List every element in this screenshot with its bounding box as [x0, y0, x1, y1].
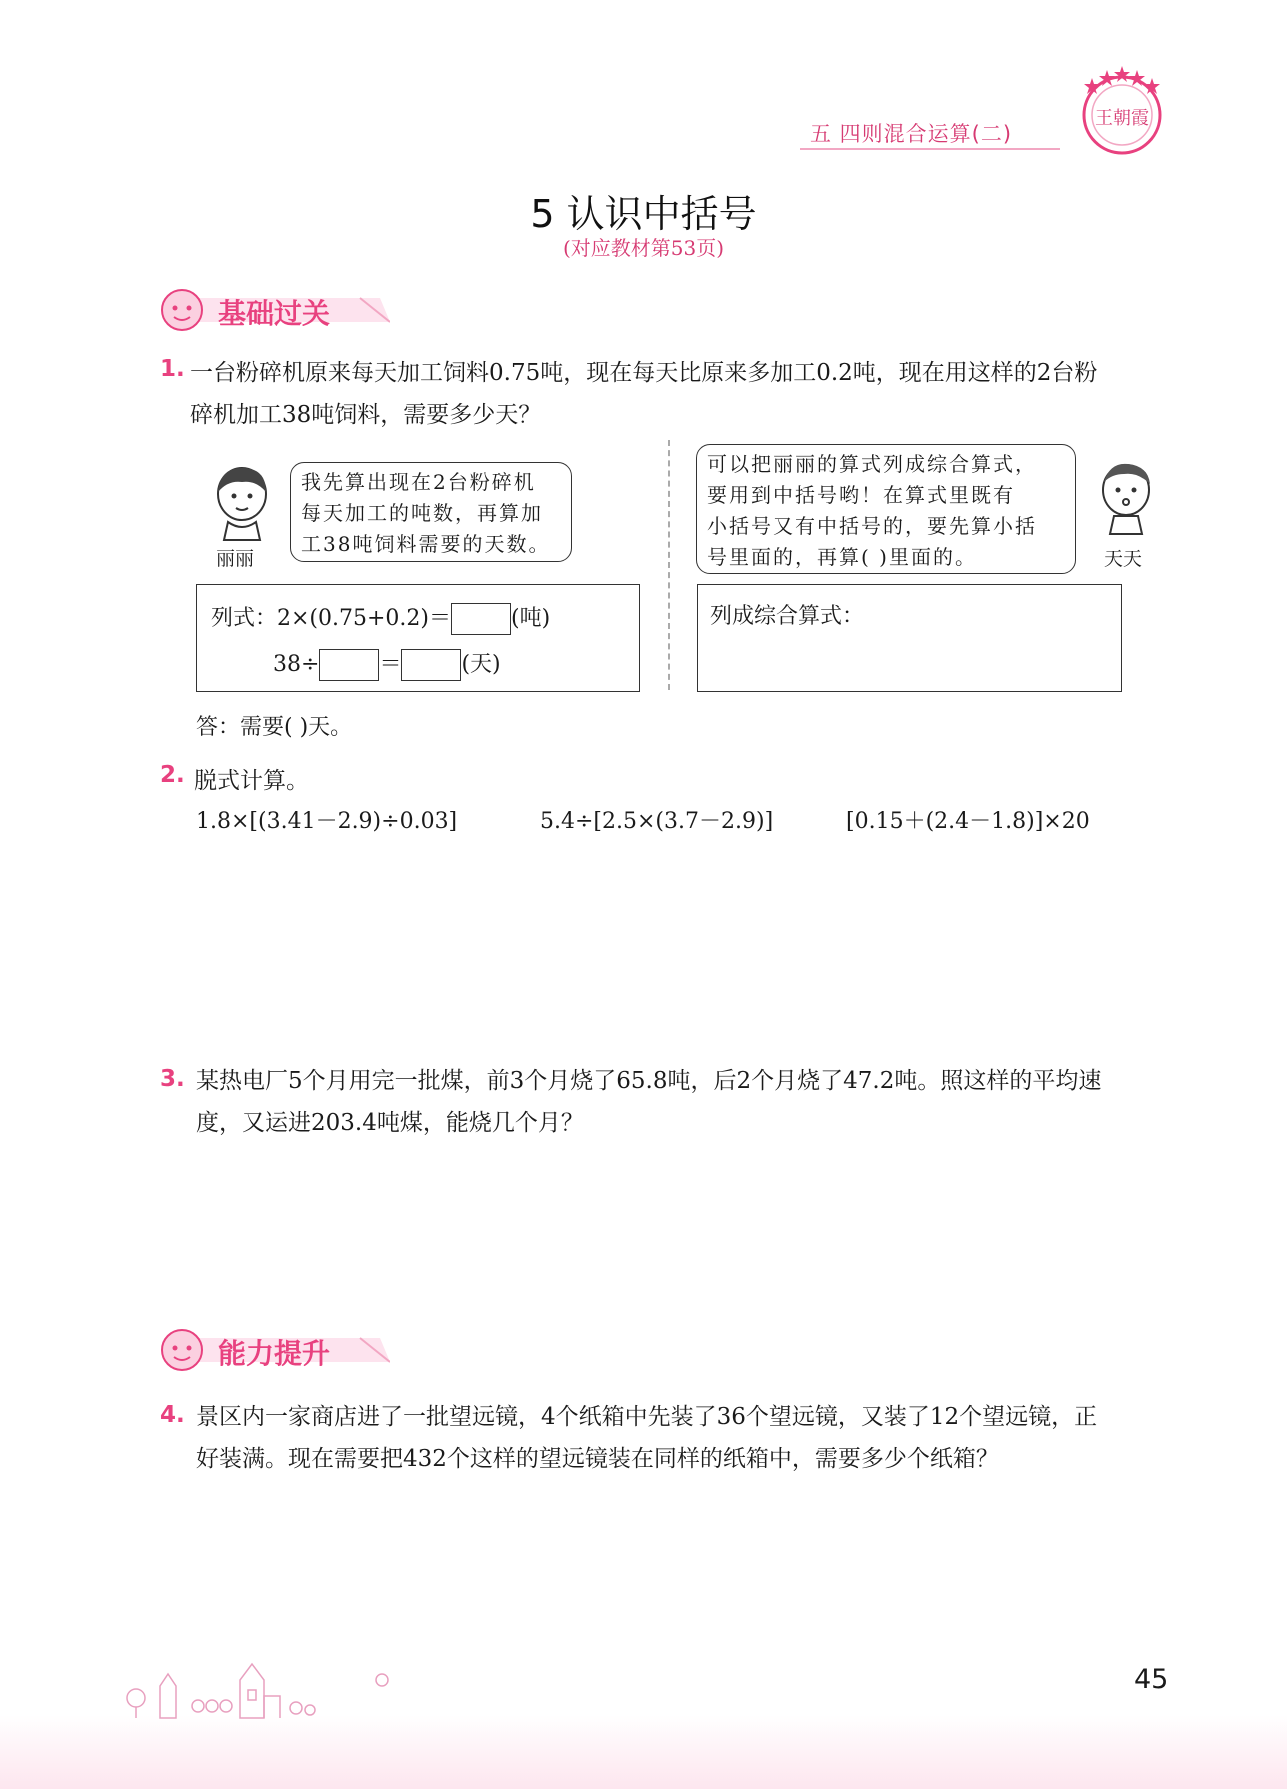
q2-expression-1: 1.8×[(3.41－2.9)÷0.03] [196, 809, 458, 834]
lili-bubble-line: 工38吨饲料需要的天数。 [301, 532, 551, 556]
tiantian-bubble-line: 要用到中括号哟！在算式里既有 [707, 483, 1015, 507]
q3-text [196, 1060, 1196, 1144]
cartoon-face-icon [160, 288, 204, 332]
logo-text: 王朝霞 [1095, 108, 1149, 129]
q4-line-1: 景区内一家商店进了一批望远镜，4个纸箱中先装了36个望远镜，又装了12个望远镜，正 [196, 1404, 1098, 1430]
formula-label: 列式：2×(0.75+0.2)＝ [211, 606, 452, 631]
tiantian-bubble-line: 号里面的，再算( )里面的。 [707, 545, 977, 569]
logo-seal-icon [1072, 60, 1172, 160]
section-basic [160, 288, 400, 332]
page-title: 5 认识中括号 [530, 192, 757, 236]
cartoon-face-icon [160, 1328, 204, 1372]
section-advanced-title: 能力提升 [218, 1337, 331, 1370]
q1-number: 1. [160, 356, 185, 382]
answer-blank-days[interactable] [401, 649, 461, 681]
formula-box [196, 584, 640, 692]
boy-tiantian-icon [1094, 456, 1158, 536]
footer-band [0, 1715, 1287, 1789]
q2-text: 脱式计算。 [194, 768, 309, 794]
q1-line-2: 碎机加工38吨饲料，需要多少天？ [190, 402, 542, 428]
section-advanced [160, 1328, 400, 1372]
page-number: 45 [1134, 1664, 1169, 1695]
page-subtitle: (对应教材第53页) [562, 236, 725, 260]
q1-text [190, 352, 1190, 436]
formula2-equals: ＝ [379, 652, 402, 677]
formula-line-2 [273, 647, 501, 681]
combined-formula-label: 列成综合算式： [710, 604, 865, 629]
answer-blank-tons[interactable] [451, 603, 511, 635]
tiantian-bubble-line: 小括号又有中括号的，要先算小括 [707, 514, 1037, 538]
lili-speech-bubble [290, 462, 572, 562]
dashed-divider [668, 440, 670, 690]
lili-bubble-line: 每天加工的吨数，再算加 [301, 501, 543, 525]
tiantian-bubble-line: 可以把丽丽的算式列成综合算式， [707, 452, 1037, 476]
q3-line-1: 某热电厂5个月用完一批煤，前3个月烧了65.8吨，后2个月烧了47.2吨。照这样的平均速 [196, 1068, 1102, 1094]
q2-expression-2: 5.4÷[2.5×(3.7－2.9)] [540, 809, 774, 834]
q1-answer: 答：需要( )天。 [196, 715, 353, 740]
lili-name: 丽丽 [216, 548, 255, 570]
section-basic-title: 基础过关 [218, 297, 331, 330]
q3-number: 3. [160, 1066, 185, 1092]
q2-expression-3: [0.15＋(2.4－1.8)]×20 [846, 809, 1090, 834]
header-underline [800, 148, 1060, 150]
tiantian-speech-bubble [696, 444, 1076, 574]
castle-decoration-icon [120, 1650, 420, 1720]
publisher-logo [1072, 60, 1172, 160]
formula-unit-tons: (吨) [511, 606, 551, 631]
formula-unit-days: (天) [461, 652, 501, 677]
unit-title: 五 四则混合运算(二) [810, 122, 1013, 146]
q2-number: 2. [160, 762, 185, 788]
tiantian-name: 天天 [1104, 548, 1143, 570]
girl-lili-icon [210, 462, 274, 542]
q1-line-1: 一台粉碎机原来每天加工饲料0.75吨，现在每天比原来多加工0.2吨，现在用这样的2台粉 [190, 360, 1098, 386]
combined-formula-box[interactable] [697, 584, 1122, 692]
answer-blank-divisor[interactable] [319, 649, 379, 681]
q4-text [196, 1396, 1196, 1480]
q3-line-2: 度，又运进203.4吨煤，能烧几个月？ [196, 1110, 584, 1136]
formula2-left: 38÷ [273, 652, 320, 677]
lili-bubble-line: 我先算出现在2台粉碎机 [301, 470, 536, 494]
q4-line-2: 好装满。现在需要把432个这样的望远镜装在同样的纸箱中，需要多少个纸箱？ [196, 1446, 999, 1472]
formula-line-1 [211, 601, 550, 635]
q4-number: 4. [160, 1402, 185, 1428]
